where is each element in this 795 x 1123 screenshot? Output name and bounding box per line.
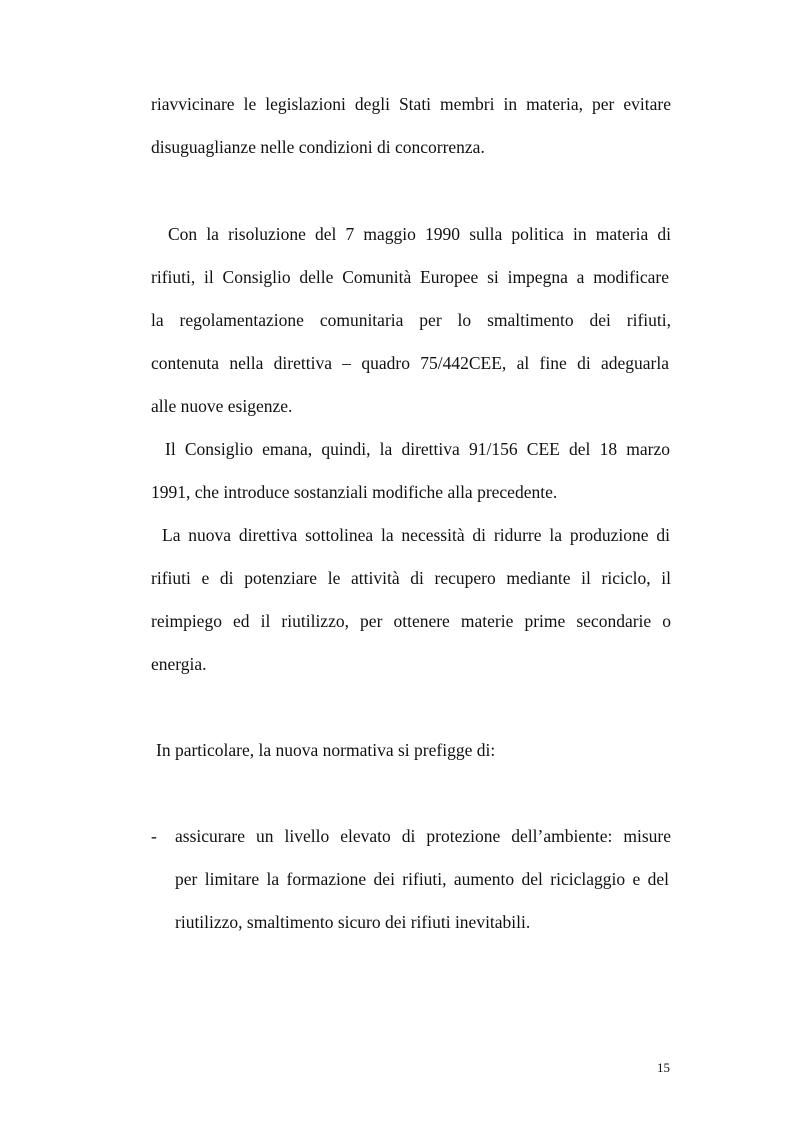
list-item-line-2: per limitare la formazione dei rifiuti, aumento del riciclaggio e del	[175, 869, 669, 889]
list-item-line-3: riutilizzo, smaltimento sicuro dei rifiuti inevitabili.	[175, 912, 531, 932]
page-number: 15	[657, 1060, 670, 1075]
paragraph-4-line-1: La nuova direttiva sottolinea la necessità di ridurre la produzione di	[162, 525, 670, 545]
paragraph-2-line-4: contenuta nella direttiva – quadro 75/442CEE, al fine di adeguarla	[151, 353, 669, 373]
paragraph-1-line-2: disuguaglianze nelle condizioni di concorrenza.	[151, 137, 485, 157]
paragraph-4-line-2: rifiuti e di potenziare le attività di recupero mediante il riciclo, il	[151, 568, 671, 588]
paragraph-2-line-3: la regolamentazione comunitaria per lo smaltimento dei rifiuti,	[151, 310, 671, 330]
paragraph-3-line-2: 1991, che introduce sostanziali modifiche alla precedente.	[151, 482, 558, 502]
list-item-line-1: assicurare un livello elevato di protezione dell’ambiente: misure	[175, 826, 671, 846]
paragraph-4-line-3: reimpiego ed il riutilizzo, per ottenere materie prime secondarie o	[151, 611, 671, 631]
paragraph-2-line-2: rifiuti, il Consiglio delle Comunità Europee si impegna a modificare	[151, 267, 669, 287]
paragraph-1-line-1: riavvicinare le legislazioni degli Stati membri in materia, per evitare	[151, 94, 671, 114]
paragraph-4-line-4: energia.	[151, 654, 207, 674]
paragraph-2-line-5: alle nuove esigenze.	[151, 396, 293, 416]
paragraph-2-line-1: Con la risoluzione del 7 maggio 1990 sulla politica in materia di	[168, 224, 671, 244]
paragraph-5-line-1: In particolare, la nuova normativa si prefigge di:	[156, 740, 496, 760]
list-item-marker: -	[151, 826, 157, 846]
paragraph-3-line-1: Il Consiglio emana, quindi, la direttiva 91/156 CEE del 18 marzo	[165, 439, 670, 459]
